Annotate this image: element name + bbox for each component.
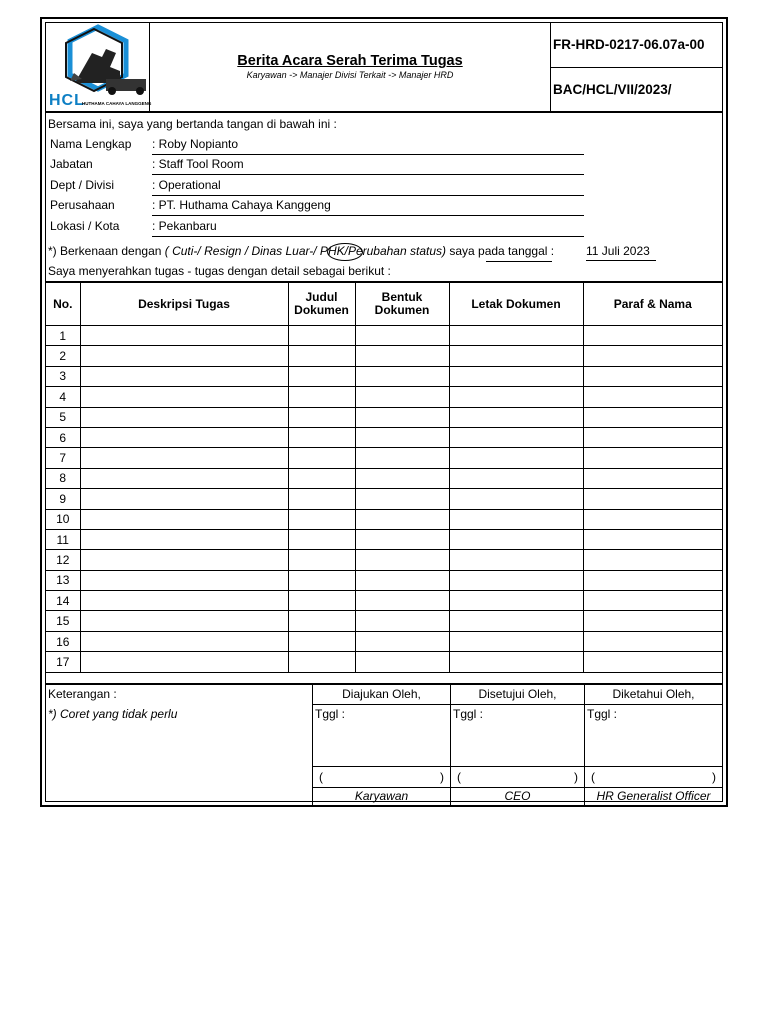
table-cell[interactable]	[449, 366, 583, 386]
table-cell[interactable]	[355, 326, 449, 346]
field-value: : Staff Tool Room	[152, 155, 584, 175]
col-header-doc-title: Judul Dokumen	[288, 283, 355, 326]
row-number: 9	[46, 489, 80, 509]
table-row	[46, 366, 722, 386]
field-value: : Roby Nopianto	[152, 135, 584, 155]
table-cell[interactable]	[355, 631, 449, 651]
signature-role: HR Generalist Officer	[596, 789, 711, 803]
table-row	[46, 387, 722, 407]
table-cell[interactable]	[355, 407, 449, 427]
handover-text: Saya menyerahkan tugas - tugas dengan detail sebagai berikut :	[48, 264, 391, 278]
field-value: : Operational	[152, 176, 584, 196]
field-row	[48, 176, 608, 194]
table-cell[interactable]	[355, 652, 449, 672]
col-header-doc-form: Bentuk Dokumen	[355, 283, 449, 326]
row-number: 8	[46, 468, 80, 488]
table-row	[46, 529, 722, 549]
page-subtitle: Karyawan -> Manajer Divisi Terkait -> Manajer HRD	[246, 70, 454, 80]
table-cell[interactable]	[583, 489, 722, 509]
table-cell[interactable]	[355, 570, 449, 590]
field-label: Lokasi / Kota	[50, 219, 120, 233]
table-cell[interactable]	[288, 407, 355, 427]
table-cell[interactable]	[288, 346, 355, 366]
table-cell[interactable]	[288, 550, 355, 570]
table-cell[interactable]	[583, 448, 722, 468]
col-header-no: No.	[46, 283, 80, 326]
table-cell[interactable]	[449, 326, 583, 346]
table-cell[interactable]	[355, 448, 449, 468]
signature-heading: Diajukan Oleh,	[313, 685, 450, 705]
form-code: FR-HRD-0217-06.07a-00	[551, 23, 722, 68]
table-cell[interactable]	[80, 611, 288, 631]
reason-suffix: saya pada tanggal :	[446, 244, 555, 258]
table-cell[interactable]	[288, 611, 355, 631]
table-row	[46, 591, 722, 611]
row-number: 17	[46, 652, 80, 672]
identity-block	[46, 113, 722, 283]
table-cell[interactable]	[583, 387, 722, 407]
row-number: 10	[46, 509, 80, 529]
table-cell[interactable]	[80, 570, 288, 590]
col-header-description: Deskripsi Tugas	[80, 283, 288, 326]
table-cell[interactable]	[449, 448, 583, 468]
table-row	[46, 468, 722, 488]
table-cell[interactable]	[80, 346, 288, 366]
table-header-row	[46, 283, 722, 326]
table-cell[interactable]	[288, 468, 355, 488]
document-number: BAC/HCL/VII/2023/	[553, 82, 672, 97]
logo-text: HCL	[49, 92, 85, 109]
signature-footer	[46, 683, 722, 806]
table-cell[interactable]	[355, 550, 449, 570]
reason-prefix: *) Berkenaan dengan	[48, 244, 165, 258]
table-cell[interactable]	[449, 529, 583, 549]
document-frame	[40, 17, 728, 807]
table-cell[interactable]	[80, 448, 288, 468]
row-number: 1	[46, 326, 80, 346]
handover-date: 11 Juli 2023	[586, 242, 656, 261]
table-cell[interactable]	[583, 468, 722, 488]
table-cell[interactable]	[80, 631, 288, 651]
signature-acknowledged	[584, 685, 722, 806]
row-number: 4	[46, 387, 80, 407]
table-row	[46, 550, 722, 570]
signature-role: CEO	[504, 789, 531, 803]
table-cell[interactable]	[449, 652, 583, 672]
table-cell[interactable]	[355, 468, 449, 488]
row-number: 6	[46, 427, 80, 447]
field-row	[48, 135, 608, 153]
field-value: : Pekanbaru	[152, 217, 584, 237]
table-row	[46, 448, 722, 468]
field-label: Perusahaan	[50, 198, 115, 212]
page-title: Berita Acara Serah Terima Tugas	[237, 53, 463, 69]
table-cell[interactable]	[288, 652, 355, 672]
table-cell[interactable]	[355, 387, 449, 407]
field-label: Jabatan	[50, 157, 93, 171]
table-cell[interactable]	[583, 366, 722, 386]
table-row	[46, 427, 722, 447]
table-cell[interactable]	[355, 366, 449, 386]
row-number: 12	[46, 550, 80, 570]
field-value: : PT. Huthama Cahaya Kanggeng	[152, 196, 584, 216]
table-cell[interactable]	[80, 550, 288, 570]
table-cell[interactable]	[449, 387, 583, 407]
table-cell[interactable]	[80, 489, 288, 509]
signature-date-label: Tggl :	[587, 707, 618, 721]
col-header-location: Letak Dokumen	[449, 283, 583, 326]
table-cell[interactable]	[80, 591, 288, 611]
table-row	[46, 326, 722, 346]
row-number: 16	[46, 631, 80, 651]
table-cell[interactable]	[449, 407, 583, 427]
table-cell[interactable]	[449, 509, 583, 529]
row-number: 7	[46, 448, 80, 468]
signature-date-label: Tggl :	[315, 707, 346, 721]
notes-label: Keterangan :	[48, 687, 117, 701]
table-cell[interactable]	[288, 489, 355, 509]
table-cell[interactable]	[80, 509, 288, 529]
table-cell[interactable]	[288, 591, 355, 611]
table-cell[interactable]	[449, 611, 583, 631]
row-number: 3	[46, 366, 80, 386]
logo-subtext: HUTHAMA CAHAYA LANGGENG	[82, 101, 152, 106]
table-cell[interactable]	[449, 427, 583, 447]
table-cell[interactable]	[449, 468, 583, 488]
title-block	[150, 23, 550, 111]
notes-text: *) Coret yang tidak perlu	[48, 707, 178, 721]
table-cell[interactable]	[449, 550, 583, 570]
row-number: 15	[46, 611, 80, 631]
reason-options: ( Cuti-/ Resign / Dinas Luar-/ PHK/Perubahan status)	[164, 244, 447, 258]
row-number: 13	[46, 570, 80, 590]
field-row	[48, 217, 608, 235]
col-header-sign: Paraf & Nama	[583, 283, 722, 326]
field-row	[48, 196, 608, 214]
table-cell[interactable]	[449, 346, 583, 366]
table-cell[interactable]	[449, 591, 583, 611]
table-row	[46, 407, 722, 427]
table-cell[interactable]	[583, 529, 722, 549]
table-cell[interactable]	[355, 611, 449, 631]
signature-name-line: ( )	[451, 766, 584, 788]
table-cell[interactable]	[288, 529, 355, 549]
row-number: 5	[46, 407, 80, 427]
table-cell[interactable]	[449, 570, 583, 590]
table-cell[interactable]	[80, 468, 288, 488]
table-cell[interactable]	[355, 591, 449, 611]
circled-option-mark	[327, 243, 363, 261]
table-cell[interactable]	[583, 550, 722, 570]
table-cell[interactable]	[288, 427, 355, 447]
table-cell[interactable]	[288, 509, 355, 529]
table-cell[interactable]	[583, 407, 722, 427]
signature-name-line: ( )	[585, 766, 722, 788]
table-cell[interactable]	[583, 611, 722, 631]
company-logo	[46, 23, 150, 111]
signature-name-line: ( )	[313, 766, 450, 788]
table-cell[interactable]	[288, 448, 355, 468]
table-cell[interactable]	[288, 631, 355, 651]
table-cell[interactable]	[288, 387, 355, 407]
table-cell[interactable]	[80, 529, 288, 549]
table-cell[interactable]	[449, 631, 583, 651]
table-cell[interactable]	[80, 407, 288, 427]
signature-approved	[450, 685, 584, 806]
table-cell[interactable]	[355, 529, 449, 549]
table-cell[interactable]	[583, 427, 722, 447]
table-row	[46, 652, 722, 672]
field-label: Nama Lengkap	[50, 137, 132, 151]
signature-heading: Disetujui Oleh,	[451, 685, 584, 705]
table-row	[46, 346, 722, 366]
task-table	[46, 283, 722, 673]
intro-text: Bersama ini, saya yang bertanda tangan di bawah ini :	[48, 117, 337, 131]
table-cell[interactable]	[583, 652, 722, 672]
signature-submitted	[312, 685, 450, 806]
table-cell[interactable]	[80, 427, 288, 447]
table-cell[interactable]	[288, 570, 355, 590]
table-row	[46, 631, 722, 651]
table-cell[interactable]	[80, 366, 288, 386]
code-block	[550, 23, 722, 111]
field-row	[48, 155, 608, 173]
reason-line	[48, 242, 554, 260]
signature-role: Karyawan	[354, 789, 409, 803]
table-row	[46, 489, 722, 509]
table-cell[interactable]	[583, 570, 722, 590]
row-number: 14	[46, 591, 80, 611]
signature-heading: Diketahui Oleh,	[585, 685, 722, 705]
table-cell[interactable]	[355, 346, 449, 366]
field-label: Dept / Divisi	[50, 178, 115, 192]
row-number: 2	[46, 346, 80, 366]
form-header	[46, 23, 722, 113]
table-row	[46, 611, 722, 631]
row-number: 11	[46, 529, 80, 549]
table-cell[interactable]	[80, 652, 288, 672]
form-body	[45, 22, 723, 802]
table-cell[interactable]	[449, 489, 583, 509]
table-cell[interactable]	[583, 509, 722, 529]
date-underline	[486, 261, 552, 262]
table-cell[interactable]	[583, 326, 722, 346]
table-cell[interactable]	[80, 387, 288, 407]
table-cell[interactable]	[80, 326, 288, 346]
table-cell[interactable]	[583, 346, 722, 366]
table-cell[interactable]	[583, 591, 722, 611]
table-row	[46, 570, 722, 590]
table-cell[interactable]	[288, 366, 355, 386]
table-row	[46, 509, 722, 529]
table-cell[interactable]	[583, 631, 722, 651]
table-cell[interactable]	[355, 489, 449, 509]
signature-date-label: Tggl :	[453, 707, 484, 721]
table-cell[interactable]	[288, 326, 355, 346]
table-cell[interactable]	[355, 427, 449, 447]
table-cell[interactable]	[355, 509, 449, 529]
